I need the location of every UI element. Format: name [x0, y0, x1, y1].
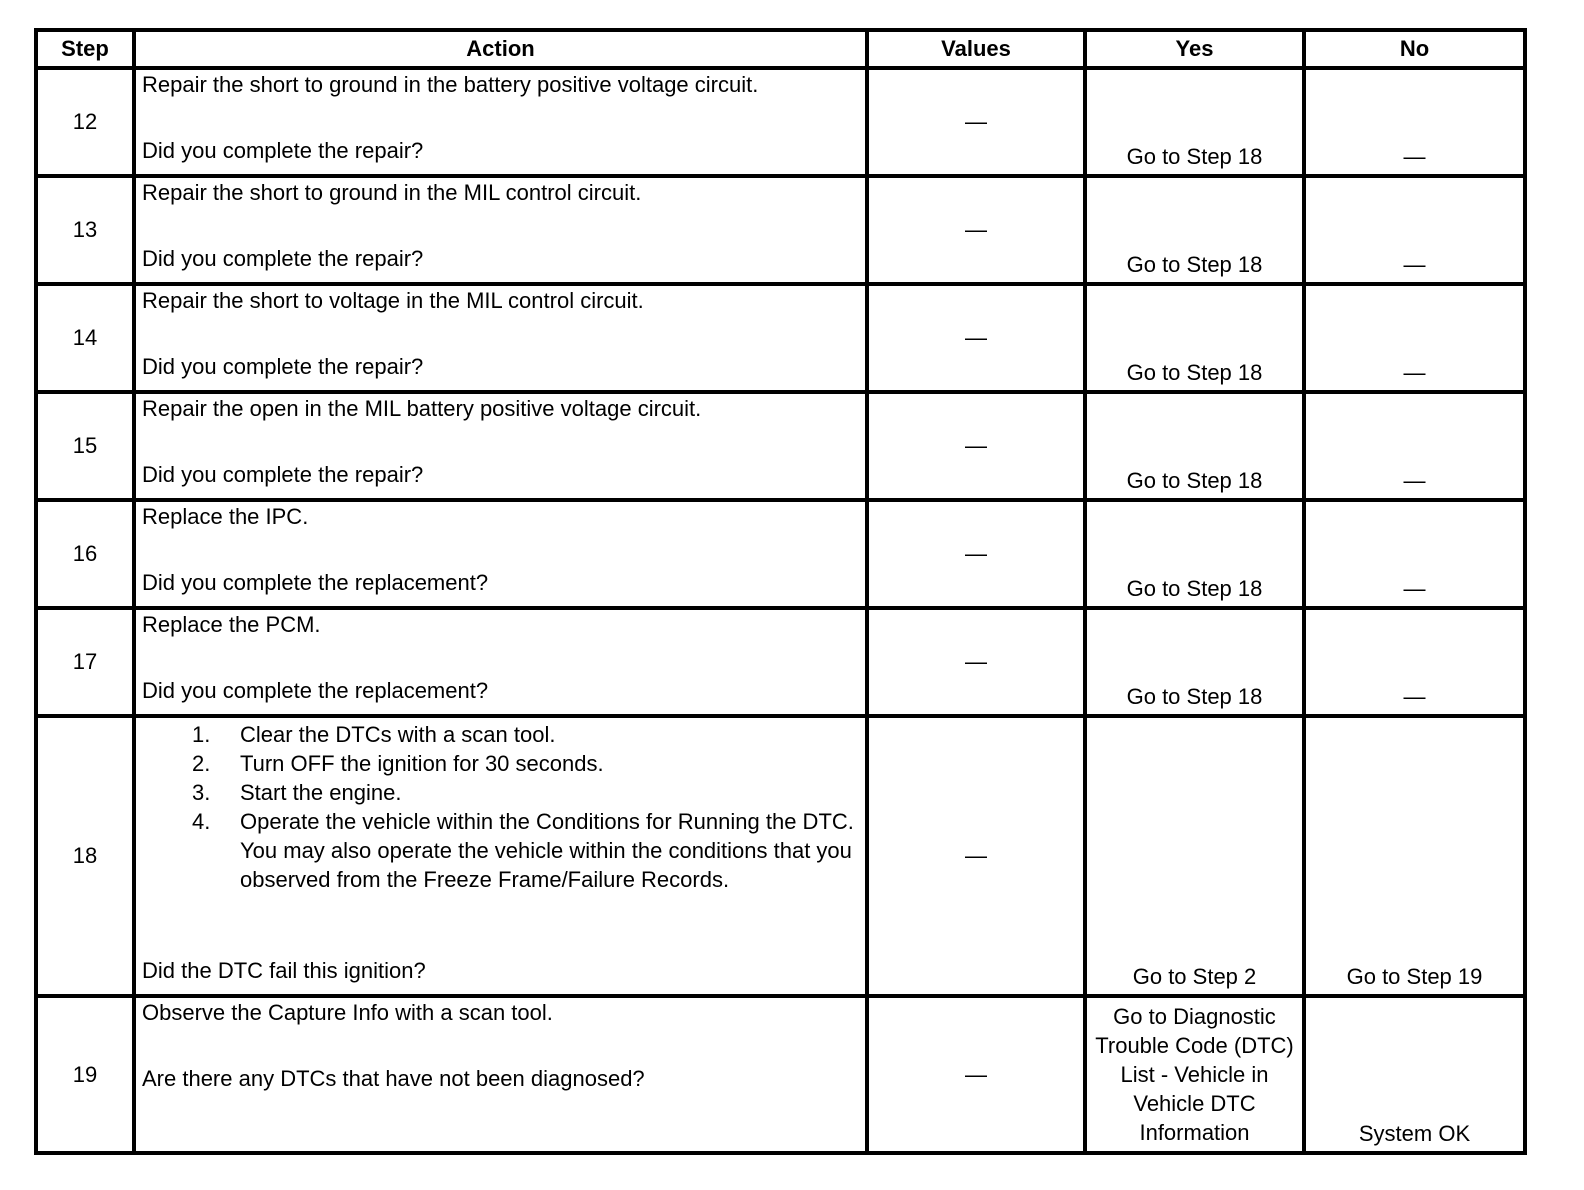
- header-row: [36, 30, 1525, 68]
- header-action: Action: [134, 30, 867, 68]
- step-number: 19: [36, 996, 134, 1153]
- step-number: 17: [36, 608, 134, 716]
- header-step: Step: [36, 30, 134, 68]
- action-text: Replace the IPC.: [142, 504, 309, 529]
- action-cell: [134, 68, 867, 176]
- yes-link-text: Go to Diagnostic Trouble Code (DTC) List - Vehicle in Vehicle DTC Information: [1095, 1004, 1294, 1145]
- list-item: [192, 720, 859, 749]
- values-cell: —: [867, 996, 1085, 1153]
- table-row: [36, 996, 1525, 1153]
- list-item-number: 1.: [192, 722, 211, 747]
- yes-cell: [1085, 996, 1304, 1153]
- values-cell: —: [867, 500, 1085, 608]
- action-text: Repair the short to voltage in the MIL control circuit.: [142, 288, 644, 313]
- values-cell: —: [867, 68, 1085, 176]
- list-item: [192, 749, 859, 778]
- list-item-text: Start the engine.: [240, 780, 402, 805]
- step-number: 15: [36, 392, 134, 500]
- question-text: Did the DTC fail this ignition?: [142, 958, 426, 983]
- table-row: [36, 716, 1525, 996]
- table-row: [36, 500, 1525, 608]
- table-row: [36, 392, 1525, 500]
- header-values: Values: [867, 30, 1085, 68]
- list-item-number: 2.: [192, 751, 211, 776]
- action-cell: [134, 284, 867, 392]
- values-cell: —: [867, 392, 1085, 500]
- yes-cell: Go to Step 18: [1085, 500, 1304, 608]
- no-cell: —: [1304, 500, 1525, 608]
- values-cell: —: [867, 176, 1085, 284]
- no-cell: —: [1304, 608, 1525, 716]
- question-text: Did you complete the replacement?: [142, 570, 489, 595]
- header-no: No: [1304, 30, 1525, 68]
- question-text: Did you complete the replacement?: [142, 678, 489, 703]
- procedure-list: [142, 720, 859, 894]
- question-text: Did you complete the repair?: [142, 354, 424, 379]
- question-text: Did you complete the repair?: [142, 246, 424, 271]
- list-item-number: 4.: [192, 809, 211, 834]
- step-number: 18: [36, 716, 134, 996]
- diagnostic-table: [34, 28, 1527, 1155]
- question-text: Are there any DTCs that have not been diagnosed?: [142, 1066, 645, 1091]
- no-cell: —: [1304, 176, 1525, 284]
- action-text: Replace the PCM.: [142, 612, 321, 637]
- action-cell: [134, 392, 867, 500]
- no-cell: —: [1304, 68, 1525, 176]
- yes-cell: Go to Step 18: [1085, 608, 1304, 716]
- table-row: [36, 608, 1525, 716]
- list-item-number: 3.: [192, 780, 211, 805]
- step-number: 12: [36, 68, 134, 176]
- action-cell: [134, 608, 867, 716]
- action-cell: [134, 176, 867, 284]
- no-cell: System OK: [1304, 996, 1525, 1153]
- action-text: Repair the open in the MIL battery positive voltage circuit.: [142, 396, 702, 421]
- step-number: 14: [36, 284, 134, 392]
- no-cell: Go to Step 19: [1304, 716, 1525, 996]
- table-row: [36, 284, 1525, 392]
- yes-cell: Go to Step 2: [1085, 716, 1304, 996]
- action-cell: [134, 716, 867, 996]
- action-text: Repair the short to ground in the MIL control circuit.: [142, 180, 642, 205]
- values-cell: —: [867, 716, 1085, 996]
- action-text: Repair the short to ground in the battery positive voltage circuit.: [142, 72, 759, 97]
- question-text: Did you complete the repair?: [142, 462, 424, 487]
- table-row: [36, 176, 1525, 284]
- table-header: [36, 30, 1525, 68]
- yes-cell: Go to Step 18: [1085, 284, 1304, 392]
- values-cell: —: [867, 284, 1085, 392]
- list-item-text: Operate the vehicle within the Conditions for Running the DTC. You may also operate the vehicle within the conditions that you observed from the Freeze Frame/Failure Records.: [240, 809, 854, 892]
- values-cell: —: [867, 608, 1085, 716]
- action-cell: [134, 500, 867, 608]
- list-item: [192, 778, 859, 807]
- list-item: [192, 807, 859, 894]
- yes-cell: Go to Step 18: [1085, 176, 1304, 284]
- list-item-text: Turn OFF the ignition for 30 seconds.: [240, 751, 604, 776]
- step-number: 13: [36, 176, 134, 284]
- no-cell: —: [1304, 392, 1525, 500]
- no-cell: —: [1304, 284, 1525, 392]
- list-item-text: Clear the DTCs with a scan tool.: [240, 722, 556, 747]
- header-yes: Yes: [1085, 30, 1304, 68]
- yes-cell: Go to Step 18: [1085, 68, 1304, 176]
- yes-cell: Go to Step 18: [1085, 392, 1304, 500]
- action-cell: [134, 996, 867, 1153]
- table-row: [36, 68, 1525, 176]
- action-text: Observe the Capture Info with a scan tool.: [142, 1000, 553, 1025]
- step-number: 16: [36, 500, 134, 608]
- question-text: Did you complete the repair?: [142, 138, 424, 163]
